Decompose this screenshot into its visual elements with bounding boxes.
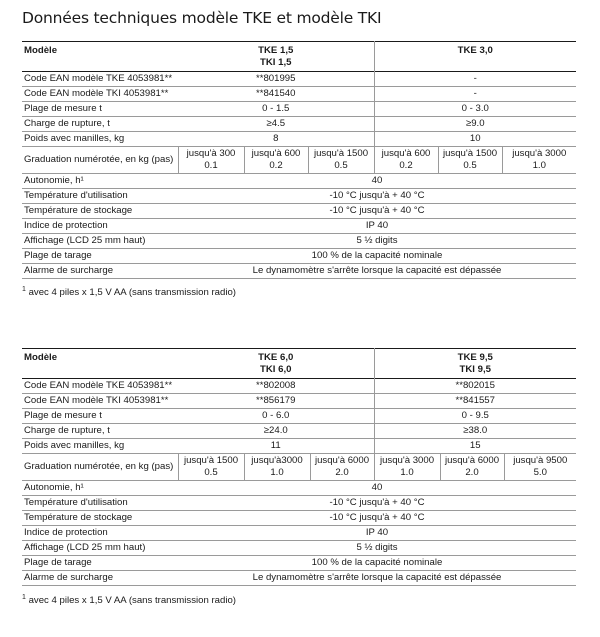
table-row xyxy=(22,496,576,511)
cell: 0 - 1.5 xyxy=(262,103,290,114)
row-label: Température de stockage xyxy=(24,205,133,216)
row-label: Code EAN modèle TKE 4053981** xyxy=(24,73,173,84)
row-label: Charge de rupture, t xyxy=(24,425,110,436)
cell: **856179 xyxy=(256,395,296,406)
cell: -10 °C jusqu'à + 40 °C xyxy=(329,497,425,508)
cell: 40 xyxy=(371,175,383,186)
row-label: Plage de tarage xyxy=(24,557,92,568)
cell: -10 °C jusqu'à + 40 °C xyxy=(329,512,425,523)
table-row xyxy=(22,556,576,571)
table-row xyxy=(22,394,576,409)
table-row xyxy=(22,249,576,264)
table-row xyxy=(22,264,576,279)
row-label: Poids avec manilles, kg xyxy=(24,133,125,144)
cell: 100 % de la capacité nominale xyxy=(311,557,443,568)
footnote-1 xyxy=(22,286,236,298)
row-label: Plage de tarage xyxy=(24,250,92,261)
cell: 40 xyxy=(371,482,383,493)
row-label: Plage de mesure t xyxy=(24,103,102,114)
row-label: Code EAN modèle TKI 4053981** xyxy=(24,88,169,99)
footnote-mark: 1 xyxy=(22,594,26,601)
graduation-cell: jusqu'à 600 0.2 xyxy=(244,147,308,174)
table-row xyxy=(22,72,576,87)
row-label: Poids avec manilles, kg xyxy=(24,440,125,451)
cell: ≥38.0 xyxy=(374,424,576,439)
footnote-text: avec 4 piles x 1,5 V AA (sans transmission radio) xyxy=(25,287,236,299)
row-label: Indice de protection xyxy=(24,527,108,538)
spec-table-2 xyxy=(22,348,576,586)
graduation-cell: jusqu'à3000 1.0 xyxy=(244,454,310,481)
table-row xyxy=(22,409,576,424)
graduation-cell: jusqu'à 3000 1.0 xyxy=(374,454,440,481)
table-row xyxy=(22,102,576,117)
model-col-2: TKE 9,5 TKI 9,5 xyxy=(374,349,576,379)
graduation-cell: jusqu'à 1500 0.5 xyxy=(438,147,502,174)
cell: **802015 xyxy=(374,379,576,394)
cell: - xyxy=(374,87,576,102)
cell: Le dynamomètre s'arrête lorsque la capacité est dépassée xyxy=(252,265,502,276)
table-row xyxy=(22,174,576,189)
row-label: Graduation numérotée, en kg (pas) xyxy=(24,461,174,472)
graduation-cell: jusqu'à 1500 0.5 xyxy=(308,147,374,174)
row-label: Température d'utilisation xyxy=(24,497,128,508)
graduation-cell: jusqu'à 1500 0.5 xyxy=(178,454,244,481)
cell: 15 xyxy=(374,439,576,454)
table-row xyxy=(22,526,576,541)
table-row xyxy=(22,541,576,556)
cell: 0 - 6.0 xyxy=(262,410,290,421)
cell: 0 - 9.5 xyxy=(374,409,576,424)
cell: 5 ½ digits xyxy=(356,542,398,553)
row-label: Charge de rupture, t xyxy=(24,118,110,129)
cell: ≥24.0 xyxy=(263,425,288,436)
header-row xyxy=(22,349,576,379)
cell: ≥4.5 xyxy=(266,118,286,129)
spec-table-1 xyxy=(22,41,576,279)
row-label: Autonomie, h¹ xyxy=(24,175,84,186)
cell: -10 °C jusqu'à + 40 °C xyxy=(329,190,425,201)
row-label: Autonomie, h¹ xyxy=(24,482,84,493)
page-title: Données techniques modèle TKE et modèle TKI xyxy=(22,9,382,27)
row-label: Indice de protection xyxy=(24,220,108,231)
table-row xyxy=(22,571,576,586)
row-label: Code EAN modèle TKE 4053981** xyxy=(24,380,173,391)
cell: IP 40 xyxy=(365,220,389,231)
table-row xyxy=(22,379,576,394)
table-row xyxy=(22,117,576,132)
row-label: Température de stockage xyxy=(24,512,133,523)
graduation-cell: jusqu'à 600 0.2 xyxy=(374,147,438,174)
row-label: Alarme de surcharge xyxy=(24,572,114,583)
row-label: Affichage (LCD 25 mm haut) xyxy=(24,235,146,246)
cell: 10 xyxy=(374,132,576,147)
row-label: Alarme de surcharge xyxy=(24,265,114,276)
model-label: Modèle xyxy=(24,45,58,56)
table-row xyxy=(22,219,576,234)
row-label: Affichage (LCD 25 mm haut) xyxy=(24,542,146,553)
cell: **841540 xyxy=(256,88,296,99)
model-col-2: TKE 3,0 xyxy=(374,42,576,72)
table-row xyxy=(22,234,576,249)
cell: **841557 xyxy=(374,394,576,409)
cell: 100 % de la capacité nominale xyxy=(311,250,443,261)
cell: 5 ½ digits xyxy=(356,235,398,246)
table-row xyxy=(22,132,576,147)
cell: **801995 xyxy=(256,73,296,84)
cell: **802008 xyxy=(256,380,296,391)
graduation-cell: jusqu'à 9500 5.0 xyxy=(504,454,576,481)
header-row xyxy=(22,42,576,72)
row-label: Température d'utilisation xyxy=(24,190,128,201)
cell: IP 40 xyxy=(365,527,389,538)
cell: -10 °C jusqu'à + 40 °C xyxy=(329,205,425,216)
table-row xyxy=(22,204,576,219)
model-col-1: TKE 1,5 TKI 1,5 xyxy=(258,45,294,68)
graduation-cell: jusqu'à 6000 2.0 xyxy=(310,454,374,481)
graduation-cell: jusqu'à 6000 2.0 xyxy=(440,454,504,481)
cell: - xyxy=(374,72,576,87)
graduation-cell: jusqu'à 3000 1.0 xyxy=(502,147,576,174)
table-row xyxy=(22,189,576,204)
graduation-row xyxy=(22,454,576,481)
cell: ≥9.0 xyxy=(374,117,576,132)
table-row xyxy=(22,87,576,102)
footnote-mark: 1 xyxy=(22,286,26,293)
cell: Le dynamomètre s'arrête lorsque la capacité est dépassée xyxy=(252,572,502,583)
model-col-1: TKE 6,0 TKI 6,0 xyxy=(258,352,294,375)
row-label: Plage de mesure t xyxy=(24,410,102,421)
cell: 8 xyxy=(273,133,279,144)
row-label: Graduation numérotée, en kg (pas) xyxy=(24,154,174,165)
row-label: Code EAN modèle TKI 4053981** xyxy=(24,395,169,406)
cell: 11 xyxy=(270,440,281,451)
footnote-text: avec 4 piles x 1,5 V AA (sans transmission radio) xyxy=(25,595,236,607)
table-row xyxy=(22,511,576,526)
table-row xyxy=(22,439,576,454)
footnote-2 xyxy=(22,594,236,606)
model-label: Modèle xyxy=(24,352,58,363)
cell: 0 - 3.0 xyxy=(374,102,576,117)
graduation-cell: jusqu'à 300 0.1 xyxy=(178,147,244,174)
graduation-row xyxy=(22,147,576,174)
table-row xyxy=(22,424,576,439)
table-row xyxy=(22,481,576,496)
